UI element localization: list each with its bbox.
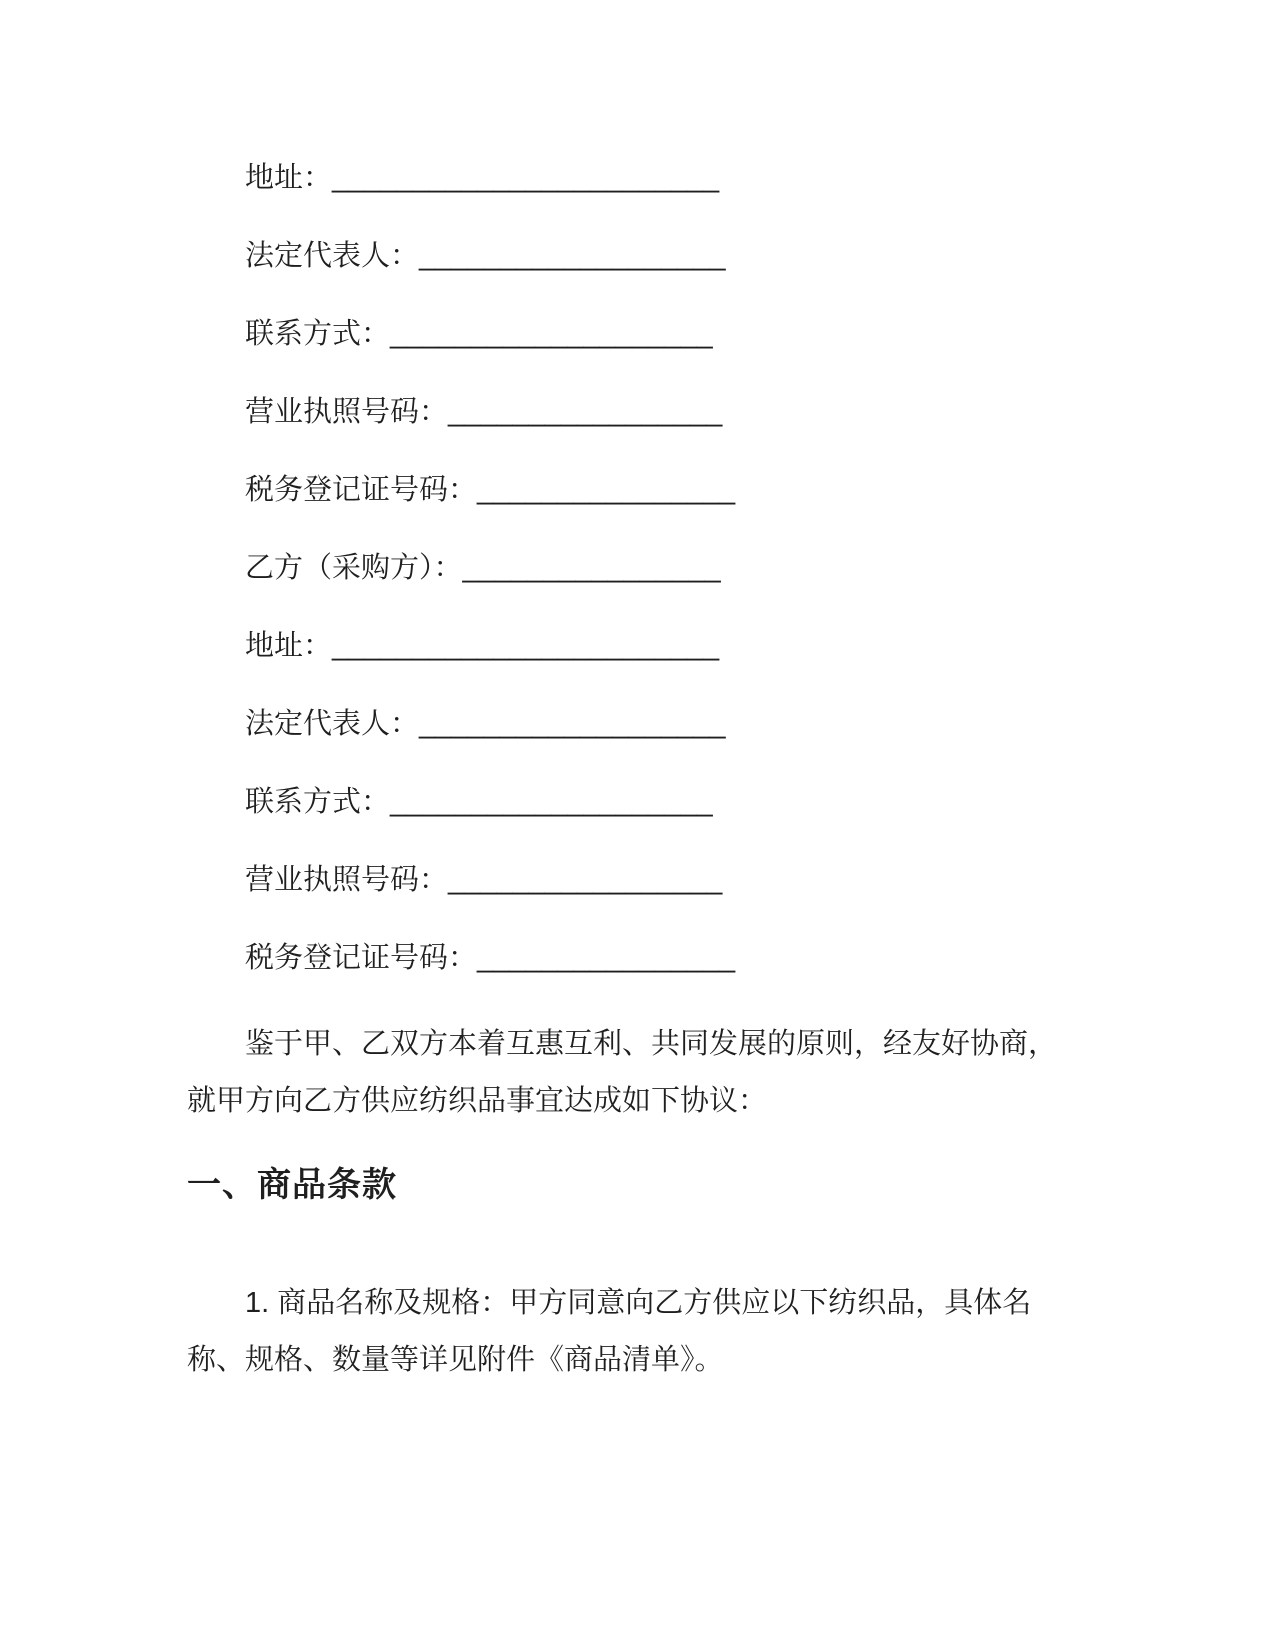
party-field-row [187,704,1058,744]
party-field-row [187,236,1058,276]
clause-paragraph: 1. 商品名称及规格：甲方同意向乙方供应以下纺织品，具体名称、规格、数量等详见附件《商品清单》。 [187,1287,1032,1376]
blank-underline: ________________ [462,552,721,584]
blank-underline: _________________ [448,396,723,428]
section-heading: 一、商品条款 [187,1166,397,1204]
blank-underline: _________________ [448,864,723,896]
field-label: 联系方式： [245,786,391,818]
party-field-row [187,314,1058,354]
field-label: 税务登记证号码： [245,942,478,974]
party-field-row [187,548,1058,588]
blank-underline: ____________________ [390,786,713,818]
party-field-row [187,470,1058,510]
party-field-row [187,938,1058,978]
party-field-row [187,860,1058,900]
party-field-row [187,392,1058,432]
blank-underline: ________________ [477,474,736,506]
blank-underline: ___________________ [419,708,726,740]
blank-underline: ________________________ [332,630,720,662]
field-label: 地址： [245,630,333,662]
field-label: 地址： [245,162,333,194]
blank-underline: ________________________ [332,162,720,194]
party-field-row [187,626,1058,666]
blank-underline: ___________________ [419,240,726,272]
blank-underline: ____________________ [390,318,713,350]
field-label: 法定代表人： [245,708,420,740]
blank-underline: ________________ [477,942,736,974]
party-field-row [187,782,1058,822]
preamble-paragraph: 鉴于甲、乙双方本着互惠互利、共同发展的原则，经友好协商，就甲方向乙方供应纺织品事宜达成如下协议： [187,1028,1058,1117]
field-label: 营业执照号码： [245,396,449,428]
field-label: 税务登记证号码： [245,474,478,506]
field-label: 法定代表人： [245,240,420,272]
field-label: 营业执照号码： [245,864,449,896]
field-label: 乙方（采购方）： [245,552,463,584]
party-field-row [187,158,1058,198]
field-label: 联系方式： [245,318,391,350]
